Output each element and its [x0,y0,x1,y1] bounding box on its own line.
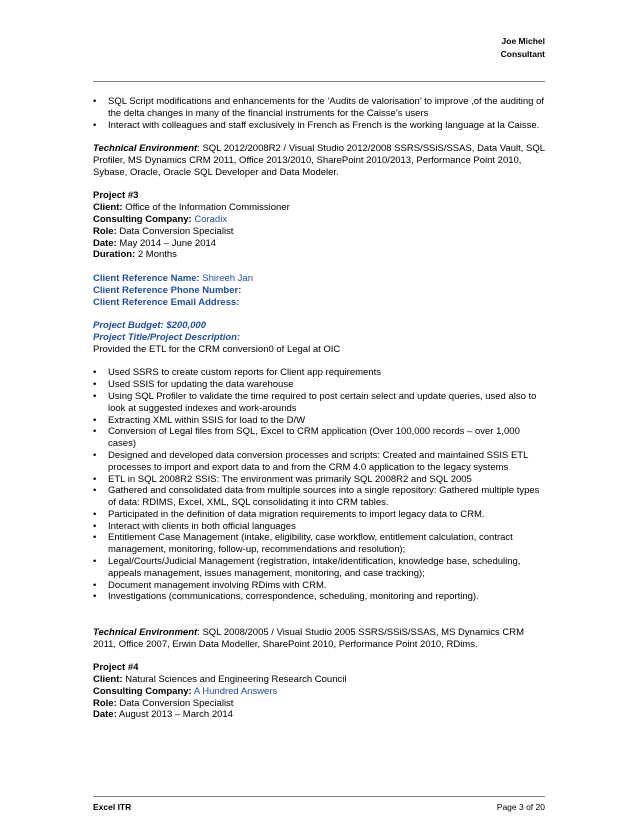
project-budget: Project Budget: $200,000 [93,320,206,332]
bullet-icon: • [93,119,97,131]
project-4-date: Date: August 2013 – March 2014 [93,709,233,721]
client-reference-email: Client Reference Email Address: [93,296,240,308]
list-item: • Used SSRS to create custom reports for Client app requirements [93,367,381,379]
list-item: • SQL Script modifications and enhancements for the ‘Audits de valorisation’ to improve ,of the auditing of the delta changes in many of the financial instruments for the Caisse’s users [93,96,545,119]
list-item: • Conversion of Legal files from SQL, Excel to CRM application (Over 100,000 records – over 1,000 cases) [93,426,520,450]
bullet-icon: • [93,449,97,461]
bullet-icon: • [93,520,97,532]
list-item: • Used SSIS for updating the data warehouse [93,379,294,391]
project-3-company: Consulting Company: Coradix [93,213,228,225]
bullet-icon: • [93,485,97,497]
bullet-icon: • [93,579,97,591]
project-4-client: Client: Natural Sciences and Engineering Research Council [93,674,347,686]
list-item: • Participated in the definition of data migration requirements to import legacy data to CRM. [93,508,485,520]
header-name: Joe Michel [501,36,545,46]
tech-environment-2: Technical Environment: SQL 2008/2005 / Visual Studio 2005 SSRS/SSiS/SSAS, MS Dynamics CRM 2011, Office 2007, Erwin Data Modeller, SharePoint 2010, Performance Point 2010, RDims. [93,626,525,650]
bullet-icon: • [93,390,97,402]
client-reference-name: Client Reference Name: Shireeh Jan [93,272,253,284]
project-3-date: Date: May 2014 – June 2014 [93,237,217,249]
client-reference-phone: Client Reference Phone Number: [93,284,242,296]
tech-environment-1: Technical Environment: SQL 2012/2008R2 / Visual Studio 2012/2008 SSRS/SSiS/SSAS, Data Vault, SQL Profiler, MS Dynamics CRM 2011, Office 2013/2010, SharePoint 2010/2013, Performance Point 2010, Sybase, Oracle, Oracle SQL Developer and Data Modeler. [93,143,545,178]
project-3-client: Client: Office of the Information Commissioner [93,202,290,214]
project-3-role: Role: Data Conversion Specialist [93,225,234,237]
list-item: • Document management involving RDims with CRM. [93,579,327,591]
header-rule [93,81,545,82]
bullet-icon: • [93,96,97,107]
list-item: • Designed and developed data conversion processes and scripts: Created and maintained SSIS ETL processes to import and export data to and from the CRM 4.0 application to the legacy systems [93,449,529,473]
project-4-role: Role: Data Conversion Specialist [93,697,234,709]
project-4-company: Consulting Company: A Hundred Answers [93,685,278,697]
bullet-icon: • [93,556,97,568]
footer-page-number: Page 3 of 20 [496,802,545,812]
list-item: • Investigations (communications, correspondence, scheduling, monitoring and reporting). [93,591,479,603]
list-item: • ETL in SQL 2008R2 SSIS: The environment was primarily SQL 2008R2 and SQL 2005 [93,473,472,485]
list-item: • Gathered and consolidated data from multiple sources into a single repository: Gathered multiple types of data: RDIMS, Excel, XML, SQL consolidating it into CRM tables. [93,485,540,509]
bullet-icon: • [93,532,97,544]
bullet-icon: • [93,379,97,391]
list-item: • Legal/Courts/Judicial Management (registration, intake/identification, knowledge base, scheduling, appeals management, issues management, monitoring, and case tracking); [93,556,521,579]
bullet-icon: • [93,367,97,379]
project-3-duration: Duration: 2 Months [93,249,177,261]
list-item: • Using SQL Profiler to validate the time required to post certain select and update queries, used also to look at suggested indexes and work-arounds [93,390,537,414]
page-header [501,35,545,61]
page-body [93,96,545,721]
bullet-icon: • [93,414,97,426]
list-item: • Extracting XML within SSIS for load to the D/W [93,414,306,426]
footer-document-name: Excel ITR [93,802,132,812]
bullet-icon: • [93,473,97,485]
bullet-icon: • [93,591,97,603]
list-item: • Entitlement Case Management (intake, eligibility, case workflow, entitlement calculation, contract management, monitoring, follow-up, recommendations and resolution); [93,532,513,556]
header-title: Consultant [500,49,545,59]
bullet-icon: • [93,426,97,438]
list-item: • Interact with clients in both official languages [93,520,296,532]
project-3-heading: Project #3 [93,190,139,202]
project-3-bullet-list [93,367,545,603]
project-description-label: Project Title/Project Description: [93,331,241,343]
project-description: Provided the ETL for the CRM conversion0 of Legal at OIC [93,343,341,355]
project-4-heading: Project #4 [93,662,139,674]
footer-rule [93,796,545,797]
list-item: • Interact with colleagues and staff exclusively in French as French is the working language at la Caisse. [93,119,540,131]
bullet-icon: • [93,508,97,520]
intro-bullet-list [93,96,545,131]
